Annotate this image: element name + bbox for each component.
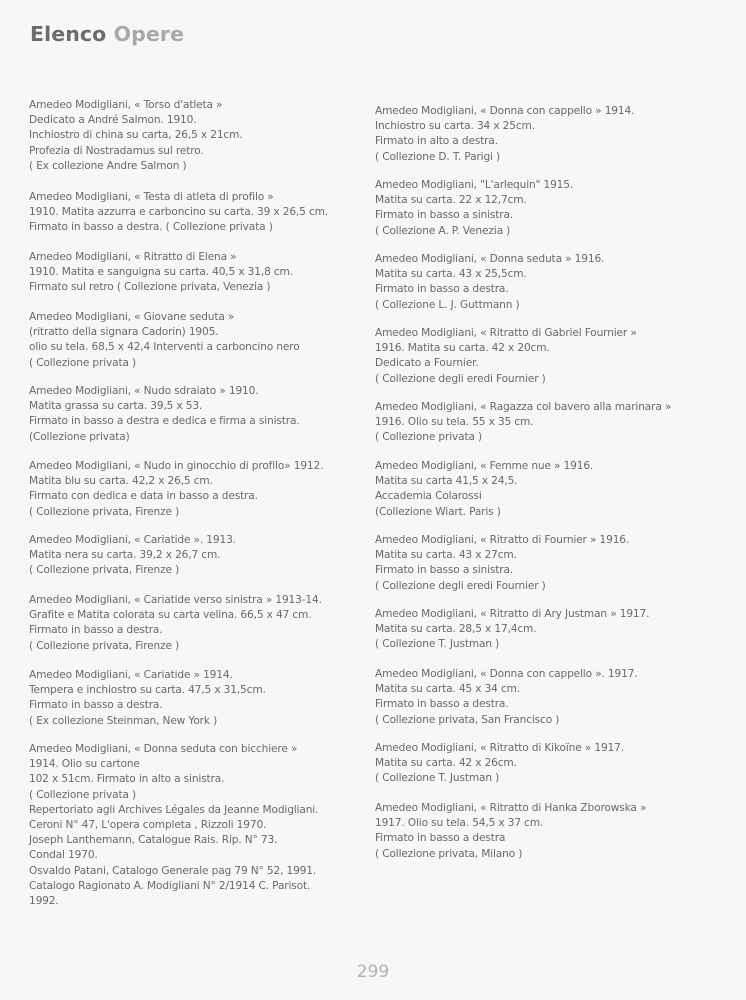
artwork-entry: [375, 400, 671, 446]
artwork-title-line: Amedeo Modigliani, « Torso d'atleta »: [29, 99, 223, 111]
artwork-detail-line: ( Collezione privata ): [29, 356, 136, 369]
artwork-title-line: Amedeo Modigliani, « Cariatide verso sinistra » 1913-14.: [29, 594, 322, 606]
artwork-detail-line: Firmato in basso a destra e dedica e firma a sinistra.: [29, 415, 300, 428]
artwork-detail-line: Osvaldo Patani, Catalogo Generale pag 79 N° 52, 1991.: [29, 864, 317, 877]
artwork-detail-line: Firmato in basso a sinistra.: [375, 564, 514, 577]
artwork-entry: [375, 667, 638, 728]
artwork-title-line: Amedeo Modigliani, « Ritratto di Ary Justman » 1917.: [375, 608, 650, 620]
artwork-detail-line: Matita blu su carta. 42,2 x 26,5 cm.: [29, 475, 213, 488]
artwork-detail-line: ( Collezione degli eredi Fournier ): [375, 579, 546, 592]
artwork-detail-line: Profezia di Nostradamus sul retro.: [29, 144, 204, 157]
artwork-detail-line: Dedicato a André Salmon. 1910.: [29, 114, 197, 127]
artwork-detail-line: 1916. Olio su tela. 55 x 35 cm.: [375, 416, 534, 429]
artwork-detail-line: ( Collezione privata ): [375, 431, 482, 444]
artwork-title-line: Amedeo Modigliani, « Ritratto di Kikoïne » 1917.: [375, 742, 624, 754]
artwork-entry: [29, 310, 300, 371]
artwork-title-line: Amedeo Modigliani, « Testa di atleta di profilo »: [29, 191, 274, 203]
artwork-detail-line: Firmato in basso a destra.: [29, 624, 163, 637]
artwork-detail-line: 1992.: [29, 895, 59, 908]
page-title-part1: Elenco: [30, 22, 107, 46]
artwork-entry: [375, 252, 604, 313]
artwork-entry: [29, 742, 318, 909]
artwork-detail-line: Accademia Colarossi: [375, 490, 482, 503]
artwork-detail-line: ( Ex collezione Steinman, New York ): [29, 714, 218, 727]
artwork-detail-line: ( Collezione L. J. Guttmann ): [375, 298, 520, 311]
artwork-entry: [375, 533, 629, 594]
artwork-detail-line: Firmato in basso a destra. ( Collezione privata ): [29, 221, 273, 234]
artwork-entry: [375, 459, 593, 520]
artwork-entry: [29, 533, 236, 579]
artwork-detail-line: Dedicato a Fournier.: [375, 357, 479, 370]
artwork-title-line: Amedeo Modigliani, « Donna con cappello » 1914.: [375, 105, 635, 117]
artwork-detail-line: ( Ex collezione Andre Salmon ): [29, 159, 187, 172]
artwork-detail-line: 102 x 51cm. Firmato in alto a sinistra.: [29, 773, 225, 786]
artwork-title-line: Amedeo Modigliani, « Ragazza col bavero alla marinara »: [375, 401, 672, 413]
artwork-detail-line: 1917. Olio su tela. 54,5 x 37 cm.: [375, 817, 544, 830]
artwork-detail-line: Firmato in basso a destra.: [375, 698, 509, 711]
artwork-detail-line: ( Collezione degli eredi Fournier ): [375, 372, 546, 385]
artwork-detail-line: 1910. Matita e sanguigna su carta. 40,5 x 31,8 cm.: [29, 266, 293, 279]
artwork-detail-line: Repertoriato agli Archives Légales da Jeanne Modigliani.: [29, 803, 319, 816]
artwork-entry: [375, 741, 624, 787]
artwork-title-line: Amedeo Modigliani, « Nudo in ginocchio di profilo» 1912.: [29, 460, 324, 472]
artwork-detail-line: Ceroni N° 47, L'opera completa , Rizzoli 1970.: [29, 819, 267, 832]
artwork-detail-line: (ritratto della signara Cadorin) 1905.: [29, 326, 219, 339]
artwork-detail-line: Matita su carta. 43 x 27cm.: [375, 549, 517, 562]
artwork-title-line: Amedeo Modigliani, « Ritratto di Elena »: [29, 251, 237, 263]
artwork-detail-line: Firmato con dedica e data in basso a destra.: [29, 490, 258, 503]
artwork-title-line: Amedeo Modigliani, « Donna seduta con bicchiere »: [29, 743, 298, 755]
artwork-title-line: Amedeo Modigliani, « Giovane seduta »: [29, 311, 235, 323]
page-title-part2: Opere: [113, 22, 185, 46]
artwork-detail-line: ( Collezione D. T. Parigi ): [375, 150, 501, 163]
artwork-title-line: Amedeo Modigliani, « Femme nue » 1916.: [375, 460, 594, 472]
artwork-detail-line: Matita su carta. 22 x 12,7cm.: [375, 194, 527, 207]
artwork-detail-line: ( Collezione T. Justman ): [375, 772, 500, 785]
page-number: 299: [356, 962, 390, 982]
artwork-detail-line: Firmato in basso a destra.: [375, 283, 509, 296]
artwork-detail-line: Joseph Lanthemann, Catalogue Rais. Rip. N° 73.: [29, 834, 278, 847]
artwork-detail-line: Grafite e Matita colorata su carta velina. 66,5 x 47 cm.: [29, 609, 312, 622]
artwork-detail-line: ( Collezione privata, Firenze ): [29, 639, 180, 652]
artwork-detail-line: ( Collezione privata, San Francisco ): [375, 713, 560, 726]
artwork-detail-line: 1910. Matita azzurra e carboncino su carta. 39 x 26,5 cm.: [29, 206, 329, 219]
artwork-detail-line: Inchiostro su carta. 34 x 25cm.: [375, 120, 535, 133]
page-title: [30, 20, 184, 48]
artwork-detail-line: ( Collezione T. Justman ): [375, 638, 500, 651]
artwork-detail-line: (Collezione privata): [29, 430, 130, 443]
artwork-detail-line: Matita su carta. 28,5 x 17,4cm.: [375, 623, 537, 636]
artwork-title-line: Amedeo Modigliani, "L'arlequin" 1915.: [375, 179, 574, 191]
artwork-entry: [375, 104, 634, 165]
artwork-detail-line: Firmato in basso a destra.: [29, 699, 163, 712]
artwork-detail-line: Catalogo Ragionato A. Modigliani N° 2/1914 C. Parisot.: [29, 879, 311, 892]
artwork-entry: [375, 801, 646, 862]
artwork-detail-line: Matita su carta. 42 x 26cm.: [375, 757, 517, 770]
artwork-detail-line: (Collezione Wiart. Paris ): [375, 505, 501, 518]
artwork-detail-line: Firmato in basso a sinistra.: [375, 209, 514, 222]
artwork-detail-line: 1914. Olio su cartone: [29, 758, 140, 771]
artwork-title-line: Amedeo Modigliani, « Ritratto di Gabriel Fournier »: [375, 327, 637, 339]
artwork-detail-line: 1916. Matita su carta. 42 x 20cm.: [375, 342, 550, 355]
artwork-detail-line: ( Collezione privata ): [29, 788, 136, 801]
artwork-detail-line: Firmato in alto a destra.: [375, 135, 498, 148]
artwork-detail-line: olio su tela. 68,5 x 42,4 Interventi a carboncino nero: [29, 341, 300, 354]
artwork-detail-line: Firmato in basso a destra: [375, 832, 506, 845]
artwork-entry: [29, 98, 242, 174]
artwork-entry: [29, 593, 322, 654]
artwork-entry: [375, 178, 573, 239]
artwork-detail-line: ( Collezione privata, Milano ): [375, 847, 523, 860]
artwork-title-line: Amedeo Modigliani, « Cariatide » 1914.: [29, 669, 233, 681]
artwork-title-line: Amedeo Modigliani, « Donna con cappello ». 1917.: [375, 668, 638, 680]
artwork-detail-line: Matita su carta 41,5 x 24,5.: [375, 475, 518, 488]
artwork-detail-line: Matita nera su carta. 39,2 x 26,7 cm.: [29, 549, 221, 562]
artwork-entry: [29, 668, 266, 729]
artwork-detail-line: Matita su carta. 43 x 25,5cm.: [375, 268, 527, 281]
artwork-detail-line: Matita su carta. 45 x 34 cm.: [375, 683, 521, 696]
artwork-entry: [29, 459, 323, 520]
artwork-detail-line: ( Collezione privata, Firenze ): [29, 564, 180, 577]
artwork-title-line: Amedeo Modigliani, « Donna seduta » 1916.: [375, 253, 605, 265]
artwork-entry: [29, 190, 328, 236]
artwork-title-line: Amedeo Modigliani, « Cariatide ». 1913.: [29, 534, 236, 546]
artwork-detail-line: Firmato sul retro ( Collezione privata, Venezia ): [29, 281, 271, 294]
artwork-title-line: Amedeo Modigliani, « Nudo sdraiato » 1910.: [29, 385, 259, 397]
artwork-title-line: Amedeo Modigliani, « Ritratto di Hanka Zborowska »: [375, 802, 647, 814]
artwork-detail-line: Condal 1970.: [29, 849, 98, 862]
artwork-detail-line: Inchiostro di china su carta, 26,5 x 21cm.: [29, 129, 243, 142]
artwork-entry: [375, 326, 637, 387]
artwork-detail-line: Matita grassa su carta. 39,5 x 53.: [29, 400, 203, 413]
artwork-entry: [29, 384, 300, 445]
artwork-detail-line: Tempera e inchiostro su carta. 47,5 x 31,5cm.: [29, 684, 266, 697]
artwork-detail-line: ( Collezione A. P. Venezia ): [375, 224, 511, 237]
artwork-title-line: Amedeo Modigliani, « Ritratto di Fournier » 1916.: [375, 534, 630, 546]
artwork-entry: [375, 607, 649, 653]
artwork-detail-line: ( Collezione privata, Firenze ): [29, 505, 180, 518]
artwork-entry: [29, 250, 293, 296]
